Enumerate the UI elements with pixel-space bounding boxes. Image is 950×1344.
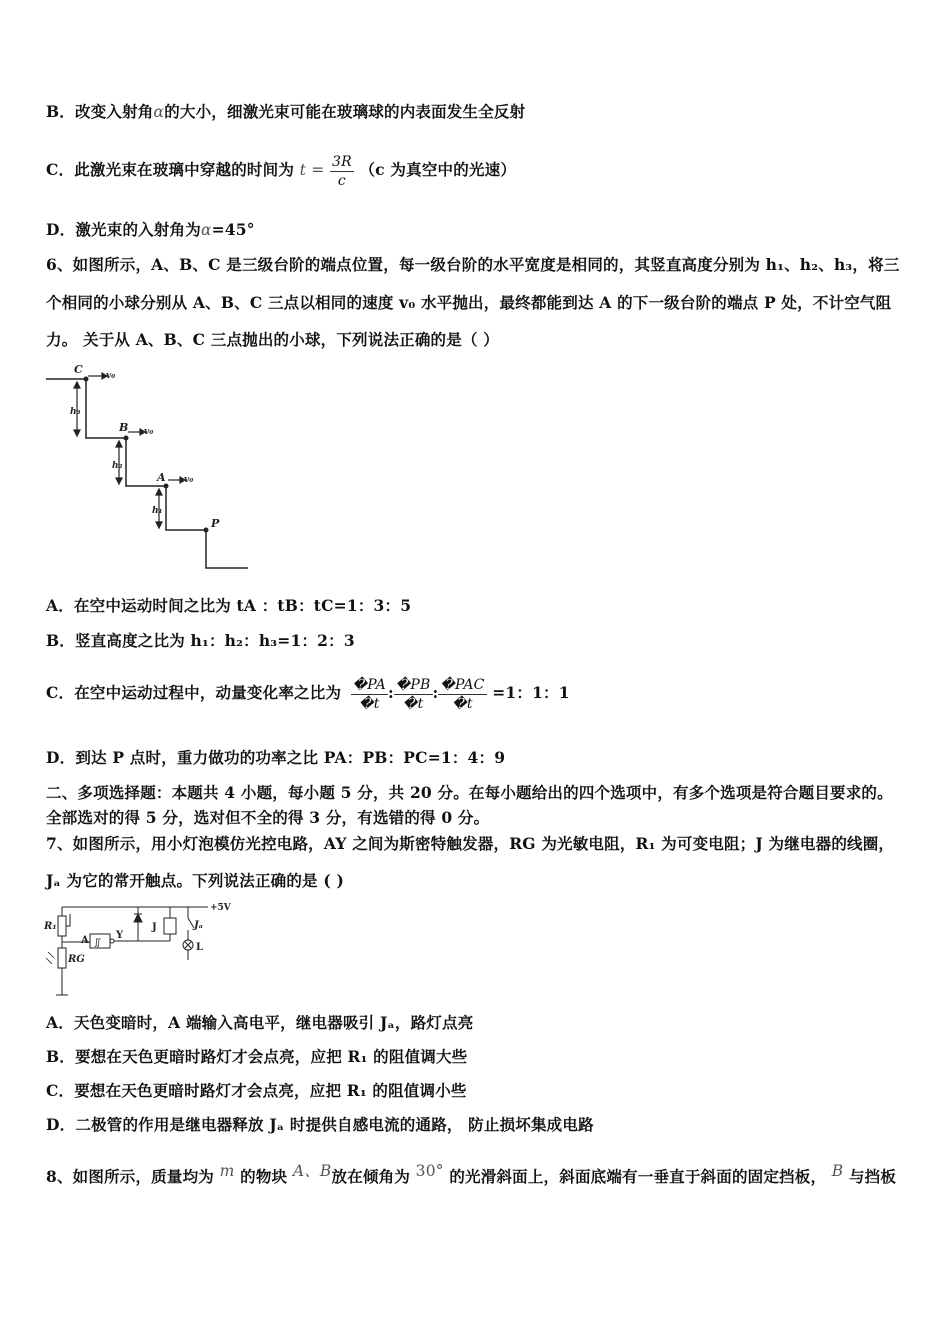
blocks-symbol: A、B bbox=[292, 1162, 332, 1180]
angle-symbol: 30° bbox=[415, 1162, 444, 1180]
fraction-numerator: �PAC bbox=[440, 676, 485, 693]
q7-option-b: B．要想在天色更暗时路灯才会点亮，应把 R₁ 的阻值调大些 bbox=[46, 1047, 468, 1066]
option-b-tail: 的大小，细激光束可能在玻璃球的内表面发生全反射 bbox=[164, 102, 526, 121]
momentum-fraction-b bbox=[394, 676, 433, 713]
rg-resistor bbox=[58, 948, 66, 968]
label-v0-b: v₀ bbox=[144, 427, 154, 437]
block-b-symbol: B bbox=[831, 1162, 844, 1180]
option-d-tail: =45° bbox=[211, 220, 255, 239]
section2-line-1: 二、多项选择题：本题共 4 小题，每小题 5 分，共 20 分。在每小题给出的四个选项中，有多个选项是符合题目要求的。 bbox=[46, 783, 893, 802]
point-p bbox=[204, 528, 209, 533]
ball-a bbox=[164, 484, 169, 489]
option-d-text: D．激光束的入射角为 bbox=[46, 220, 201, 239]
alpha-symbol: α bbox=[153, 103, 165, 121]
fraction-numerator: �PB bbox=[395, 676, 431, 693]
option-c-text: C．此激光束在玻璃中穿越的时间为 bbox=[46, 160, 295, 179]
label-h3: h₃ bbox=[70, 407, 81, 417]
option-c-tail: （c 为真空中的光速） bbox=[359, 160, 517, 179]
label-5v: +5V bbox=[210, 903, 231, 913]
q6-option-c-tail: =1：1：1 bbox=[492, 683, 570, 702]
q8-text-mid2: 放在倾角为 bbox=[331, 1167, 411, 1186]
fraction-numerator: �PA bbox=[352, 676, 386, 693]
option-d-line bbox=[46, 220, 255, 240]
q7-option-d: D．二极管的作用是继电器释放 Jₐ 时提供自感电流的通路， 防止损坏集成电路 bbox=[46, 1115, 594, 1134]
q8-text-mid3: 的光滑斜面上，斜面底端有一垂直于斜面的固定挡板， bbox=[449, 1167, 827, 1186]
fraction-denominator: �t bbox=[452, 695, 473, 712]
label-a: A bbox=[81, 935, 89, 946]
option-b-text: B．改变入射角 bbox=[46, 102, 154, 121]
q6-option-c bbox=[46, 665, 570, 721]
label-v0-c: v₀ bbox=[106, 371, 116, 381]
q6-line-1: 6、如图所示，A、B、C 是三级台阶的端点位置，每一级台阶的水平宽度是相同的，其竖直高度分别为 h₁、h₂、h₃，将三 bbox=[46, 255, 900, 274]
diode-icon bbox=[134, 914, 142, 922]
ball-c bbox=[84, 377, 89, 382]
label-y: Y bbox=[116, 930, 124, 941]
label-p: P bbox=[211, 517, 220, 530]
label-r1: R₁ bbox=[44, 921, 57, 932]
q7-line-1: 7、如图所示，用小灯泡模仿光控电路，AY 之间为斯密特触发器，RG 为光敏电阻，R₁ 为可变电阻；J 为继电器的线圈， bbox=[46, 834, 895, 853]
label-l: L bbox=[196, 942, 204, 953]
q8-text-tail: 与挡板 bbox=[848, 1167, 897, 1186]
label-rg: RG bbox=[68, 954, 85, 965]
fraction-denominator: �t bbox=[359, 695, 380, 712]
schmitt-symbol: ∬ bbox=[94, 938, 102, 948]
q6-line-2: 个相同的小球分别从 A、B、C 三点以相同的速度 v₀ 水平抛出，最终都能到达 A 的下一级台阶的端点 P 处，不计空气阻 bbox=[46, 293, 892, 312]
momentum-fraction-a bbox=[351, 676, 388, 713]
fraction-denominator: c bbox=[337, 172, 346, 189]
q7-option-a: A．天色变暗时，A 端输入高电平，继电器吸引 Jₐ，路灯点亮 bbox=[46, 1013, 474, 1032]
q6-option-b: B．竖直高度之比为 h₁：h₂：h₃=1：2：3 bbox=[46, 631, 355, 650]
q8-line-1 bbox=[46, 1161, 896, 1187]
q6-option-c-text: C．在空中运动过程中，动量变化率之比为 bbox=[46, 683, 342, 702]
ball-b bbox=[124, 436, 129, 441]
label-ja: Jₐ bbox=[194, 920, 203, 931]
label-a: A bbox=[157, 471, 166, 484]
label-c: C bbox=[74, 363, 83, 376]
label-v0-a: v₀ bbox=[184, 475, 194, 485]
label-j: J bbox=[152, 922, 157, 933]
fraction-denominator: �t bbox=[403, 695, 424, 712]
relay-coil bbox=[164, 918, 176, 934]
colon: : bbox=[387, 683, 394, 702]
trigger-output bbox=[110, 939, 114, 943]
q8-text-pre: 8、如图所示，质量均为 bbox=[46, 1167, 214, 1186]
fraction-numerator: 3R bbox=[332, 153, 352, 170]
alpha-symbol: α bbox=[200, 221, 212, 239]
momentum-fraction-c bbox=[438, 676, 486, 713]
option-c-line bbox=[46, 148, 516, 192]
section2-line-2: 全部选对的得 5 分，选对但不全的得 3 分，有选错的得 0 分。 bbox=[46, 808, 490, 827]
option-b-line bbox=[46, 102, 525, 122]
time-symbol: t = bbox=[299, 161, 325, 179]
circuit-figure bbox=[40, 900, 240, 1000]
label-b: B bbox=[119, 421, 129, 434]
label-h2: h₂ bbox=[112, 461, 123, 471]
q6-option-a: A．在空中运动时间之比为 tA ：tB：tC=1：3：5 bbox=[46, 596, 412, 615]
time-fraction bbox=[330, 153, 354, 190]
q7-option-c: C．要想在天色更暗时路灯才会点亮，应把 R₁ 的阻值调小些 bbox=[46, 1081, 467, 1100]
mass-symbol: m bbox=[219, 1162, 235, 1180]
q7-line-2: Jₐ 为它的常开触点。下列说法正确的是 ( ) bbox=[46, 871, 345, 890]
q6-option-d: D．到达 P 点时，重力做功的功率之比 PA：PB：PC=1：4：9 bbox=[46, 748, 506, 767]
stairs-figure bbox=[40, 360, 260, 575]
r1-resistor bbox=[58, 916, 66, 936]
q6-line-3: 力。 关于从 A、B、C 三点抛出的小球，下列说法正确的是（ ） bbox=[46, 330, 499, 349]
colon: : bbox=[432, 683, 439, 702]
label-h1: h₁ bbox=[152, 506, 163, 516]
q8-text-mid1: 的物块 bbox=[240, 1167, 288, 1186]
